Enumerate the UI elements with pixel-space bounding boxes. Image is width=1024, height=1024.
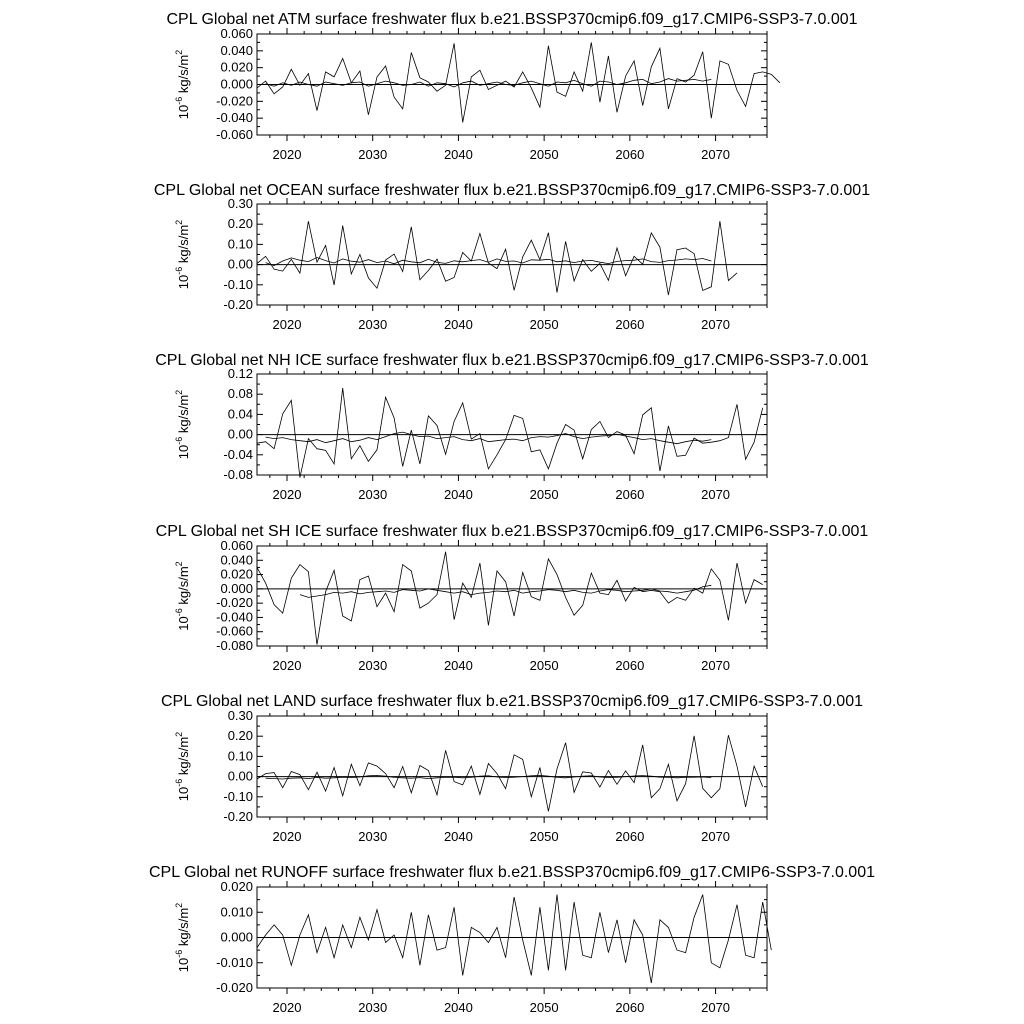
y-tick-label: 0.08 <box>227 386 253 402</box>
series-line-annual <box>257 735 763 811</box>
series-line-annual <box>257 895 771 983</box>
x-tick-label: 2050 <box>529 658 559 673</box>
chart-title: CPL Global net SH ICE surface freshwater flux b.e21.BSSP370cmip6.f09_g17.CMIP6-SSP3-7.0.001 <box>155 523 869 540</box>
series-line-annual <box>257 221 737 295</box>
panel-runoff-flux <box>149 864 875 1015</box>
series-line-smoothed <box>266 79 712 87</box>
y-axis-label: $10^{-6}$ $kg/s/m^2$ <box>174 389 191 460</box>
series-line-annual <box>257 42 780 122</box>
x-tick-label: 2060 <box>615 829 645 844</box>
x-tick-label: 2020 <box>272 1000 302 1015</box>
chart-title: CPL Global net RUNOFF surface freshwater flux b.e21.BSSP370cmip6.f09_g17.CMIP6-SSP3-7.0.001 <box>149 864 875 881</box>
y-tick-label: 0.00 <box>227 768 253 784</box>
plot-frame <box>257 204 767 305</box>
x-tick-label: 2060 <box>615 1000 645 1015</box>
plot-frame <box>257 546 767 646</box>
panel-sh-ice-flux <box>156 523 869 673</box>
y-tick-label: 0.020 <box>220 59 253 75</box>
x-tick-label: 2020 <box>272 658 302 673</box>
y-axis-label: $10^{-6}$ $kg/s/m^2$ <box>174 731 191 802</box>
x-tick-label: 2050 <box>529 1000 559 1015</box>
y-tick-label: 0.000 <box>220 76 253 92</box>
chart-title: CPL Global net OCEAN surface freshwater flux b.e21.BSSP370cmip6.f09_g17.CMIP6-SSP3-7.0.001 <box>153 182 871 199</box>
panel-nh-ice-flux <box>155 352 869 502</box>
y-tick-label: -0.04 <box>223 446 253 462</box>
x-tick-label: 2050 <box>529 317 559 332</box>
y-axis-label: $10^{-6}$ $kg/s/m^2$ <box>174 49 191 120</box>
x-tick-label: 2030 <box>358 487 388 502</box>
y-tick-label: -0.020 <box>216 93 253 109</box>
chart-title: CPL Global net ATM surface freshwater flux b.e21.BSSP370cmip6.f09_g17.CMIP6-SSP3-7.0.001 <box>166 11 858 28</box>
chart-title: CPL Global net LAND surface freshwater flux b.e21.BSSP370cmip6.f09_g17.CMIP6-SSP3-7.0.001 <box>160 693 864 710</box>
y-axis-label: $10^{-6}$ $kg/s/m^2$ <box>174 561 191 631</box>
x-tick-label: 2060 <box>615 658 645 673</box>
x-tick-label: 2070 <box>701 487 731 502</box>
y-tick-label: 0.010 <box>220 904 253 920</box>
x-tick-label: 2020 <box>272 487 302 502</box>
x-tick-label: 2040 <box>443 658 473 673</box>
x-tick-label: 2030 <box>358 147 388 162</box>
x-tick-label: 2030 <box>358 317 388 332</box>
x-tick-label: 2060 <box>615 317 645 332</box>
y-tick-label: -0.060 <box>216 623 253 639</box>
series-line-smoothed <box>300 585 711 597</box>
y-tick-label: -0.020 <box>216 595 253 611</box>
x-tick-label: 2050 <box>529 487 559 502</box>
series-line-smoothed <box>266 432 712 444</box>
y-tick-label: 0.20 <box>227 216 253 232</box>
y-tick-label: 0.020 <box>220 879 253 894</box>
y-tick-label: -0.020 <box>216 980 253 995</box>
y-tick-label: 0.12 <box>227 366 253 381</box>
x-tick-label: 2050 <box>529 147 559 162</box>
chart-title: CPL Global net NH ICE surface freshwater flux b.e21.BSSP370cmip6.f09_g17.CMIP6-SSP3-7.0.001 <box>155 352 869 369</box>
panel-atm-flux <box>166 11 857 162</box>
x-tick-label: 2030 <box>358 658 388 673</box>
y-tick-label: 0.00 <box>227 426 253 442</box>
y-tick-label: 0.000 <box>220 929 253 945</box>
y-tick-label: 0.30 <box>227 196 253 211</box>
y-tick-label: -0.040 <box>216 110 253 126</box>
y-tick-label: 0.000 <box>220 580 253 596</box>
x-tick-label: 2070 <box>701 147 731 162</box>
y-tick-label: 0.10 <box>227 748 253 764</box>
series-line-annual <box>257 388 763 477</box>
y-tick-label: 0.00 <box>227 256 253 272</box>
panel-ocean-flux <box>154 182 870 332</box>
x-tick-label: 2040 <box>443 1000 473 1015</box>
x-tick-label: 2070 <box>701 658 731 673</box>
x-tick-label: 2040 <box>443 317 473 332</box>
plot-frame <box>257 374 767 475</box>
x-tick-label: 2030 <box>358 1000 388 1015</box>
y-tick-label: 0.060 <box>220 538 253 553</box>
x-tick-label: 2030 <box>358 829 388 844</box>
y-tick-label: 0.20 <box>227 728 253 744</box>
x-tick-label: 2040 <box>443 147 473 162</box>
x-tick-label: 2060 <box>615 147 645 162</box>
x-tick-label: 2040 <box>443 829 473 844</box>
y-tick-label: -0.060 <box>216 127 253 142</box>
y-tick-label: -0.10 <box>223 276 253 292</box>
y-tick-label: -0.010 <box>216 954 253 970</box>
x-tick-label: 2070 <box>701 829 731 844</box>
y-axis-label: $10^{-6}$ $kg/s/m^2$ <box>174 902 191 973</box>
x-tick-label: 2070 <box>701 1000 731 1015</box>
x-tick-label: 2020 <box>272 317 302 332</box>
plot-frame <box>257 716 767 817</box>
x-tick-label: 2020 <box>272 829 302 844</box>
y-tick-label: 0.060 <box>220 26 253 41</box>
panel-land-flux <box>161 693 863 844</box>
y-tick-label: -0.20 <box>223 809 253 824</box>
x-tick-label: 2040 <box>443 487 473 502</box>
y-tick-label: 0.040 <box>220 552 253 568</box>
y-tick-label: -0.20 <box>223 297 253 312</box>
y-tick-label: -0.040 <box>216 609 253 625</box>
x-tick-label: 2060 <box>615 487 645 502</box>
y-tick-label: 0.30 <box>227 708 253 723</box>
y-tick-label: 0.040 <box>220 42 253 58</box>
x-tick-label: 2020 <box>272 147 302 162</box>
x-tick-label: 2050 <box>529 829 559 844</box>
y-tick-label: -0.080 <box>216 638 253 653</box>
series-line-smoothed <box>266 775 712 779</box>
y-axis-label: $10^{-6}$ $kg/s/m^2$ <box>174 219 191 290</box>
y-tick-label: 0.020 <box>220 566 253 582</box>
y-tick-label: -0.08 <box>223 467 253 482</box>
y-tick-label: 0.10 <box>227 236 253 252</box>
x-tick-label: 2070 <box>701 317 731 332</box>
y-tick-label: -0.10 <box>223 788 253 804</box>
series-line-annual <box>257 552 763 645</box>
y-tick-label: 0.04 <box>227 406 253 422</box>
